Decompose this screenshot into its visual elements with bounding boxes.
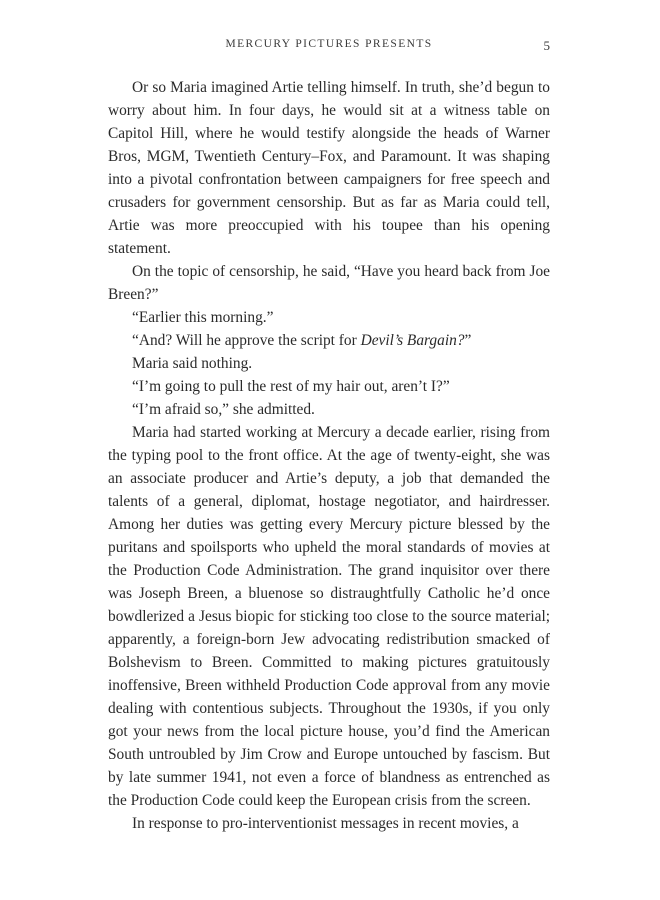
body-text [108, 76, 550, 835]
dialogue-text: ” [464, 332, 472, 349]
paragraph: Maria said nothing. [132, 355, 253, 372]
running-header [108, 38, 550, 58]
film-title: Devil’s Bargain? [360, 332, 465, 349]
page-number: 5 [543, 38, 550, 53]
paragraph [108, 329, 550, 352]
paragraph: On the topic of censorship, he said, “Have you heard back from Joe Breen?” [108, 263, 550, 303]
running-title: MERCURY PICTURES PRESENTS [225, 38, 433, 50]
paragraph: In response to pro-interventionist messages in recent movies, a [132, 815, 519, 832]
paragraph: Maria had started working at Mercury a decade earlier, rising from the typing pool to the front office. At the age of twenty-eight, she was an associate producer and Artie’s deputy, a job that demanded the talents of a general, diplomat, hostage negotiator, and hairdresser. Among her duties was getting every Mercury picture blessed by the puritans and spoilsports who upheld the moral standards of movies at the Production Code Administration. The grand inquisitor over there was Joseph Breen, a bluenose so distraughtfully Catholic he’d once bowdlerized a Jesus biopic for sticking too close to the source material; apparently, a foreign-born Jew advocating redistribution smacked of Bolshevism to Breen. Committed to making pictures gratuitously inoffensive, Breen withheld Production Code approval from any movie dealing with contentious subjects. Throughout the 1930s, if you only got your news from the local picture house, you’d find the American South untroubled by Jim Crow and Europe untouched by fascism. But by late summer 1941, not even a force of blandness as entrenched as the Production Code could keep the European crisis from the screen. [108, 424, 550, 809]
paragraph: “I’m afraid so,” she admitted. [132, 401, 315, 418]
dialogue-text: “And? Will he approve the script for [132, 332, 361, 349]
paragraph: Or so Maria imagined Artie telling himself. In truth, she’d begun to worry about him. In four days, he would sit at a witness table on Capitol Hill, where he would testify alongside the heads of Warner Bros, MGM, Twentieth Century–Fox, and Paramount. It was shaping into a pivotal confrontation between campaigners for free speech and crusaders for government censorship. But as far as Maria could tell, Artie was more preoccupied with his toupee than his opening statement. [108, 79, 550, 257]
paragraph: “I’m going to pull the rest of my hair out, aren’t I?” [132, 378, 450, 395]
paragraph: “Earlier this morning.” [132, 309, 274, 326]
